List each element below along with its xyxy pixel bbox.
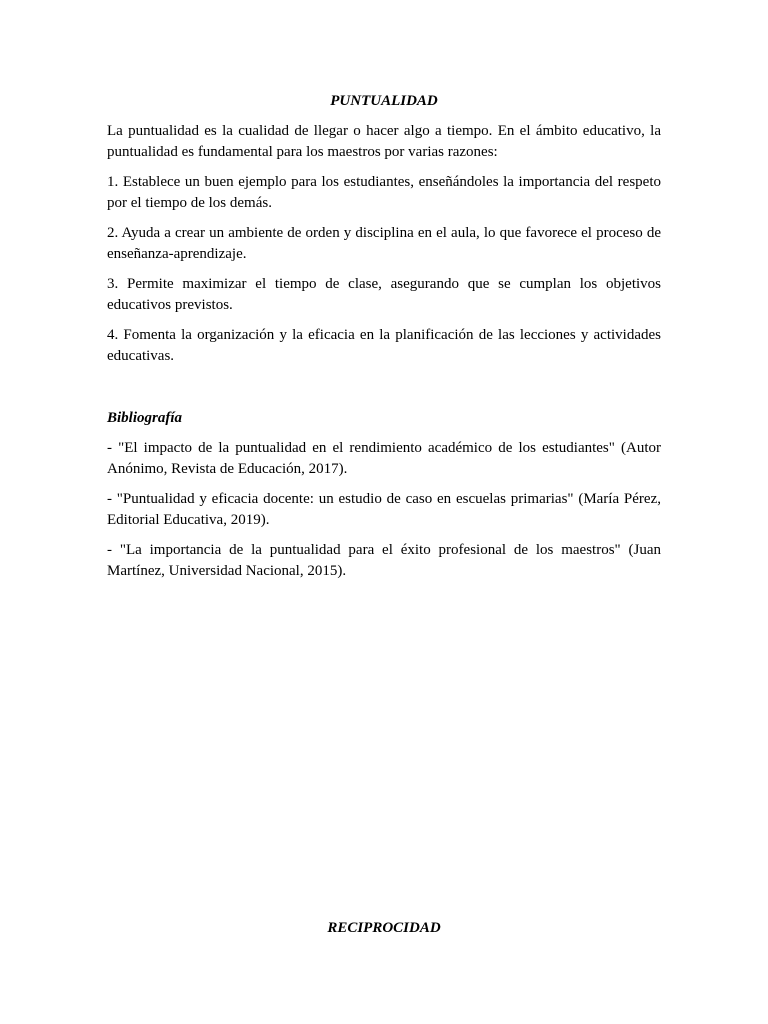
bibliography-heading: Bibliografía [107,410,183,426]
point-2: 2. Ayuda a crear un ambiente de orden y disciplina en el aula, lo que favorece el proceso de enseñanza-aprendizaje. [107,225,661,262]
intro-paragraph: La puntualidad es la cualidad de llegar o hacer algo a tiempo. En el ámbito educativo, la puntualidad es fundamental para los maestros por varias razones: [107,123,661,160]
point-1: 1. Establece un buen ejemplo para los estudiantes, enseñándoles la importancia del respeto por el tiempo de los demás. [107,174,661,211]
point-3: 3. Permite maximizar el tiempo de clase, asegurando que se cumplan los objetivos educativos previstos. [107,276,661,313]
page-title: PUNTUALIDAD [330,93,438,109]
point-4: 4. Fomenta la organización y la eficacia en la planificación de las lecciones y actividades educativas. [107,327,661,364]
bibliography-entry-1: - "El impacto de la puntualidad en el rendimiento académico de los estudiantes" (Autor Anónimo, Revista de Educación, 2017). [107,440,661,477]
page-content [107,91,661,591]
bibliography-entry-3: - "La importancia de la puntualidad para el éxito profesional de los maestros" (Juan Martínez, Universidad Nacional, 2015). [107,542,661,579]
bibliography-entry-2: - "Puntualidad y eficacia docente: un estudio de caso en escuelas primarias" (María Pérez, Editorial Educativa, 2019). [107,491,661,528]
next-section-title: RECIPROCIDAD [327,920,441,936]
